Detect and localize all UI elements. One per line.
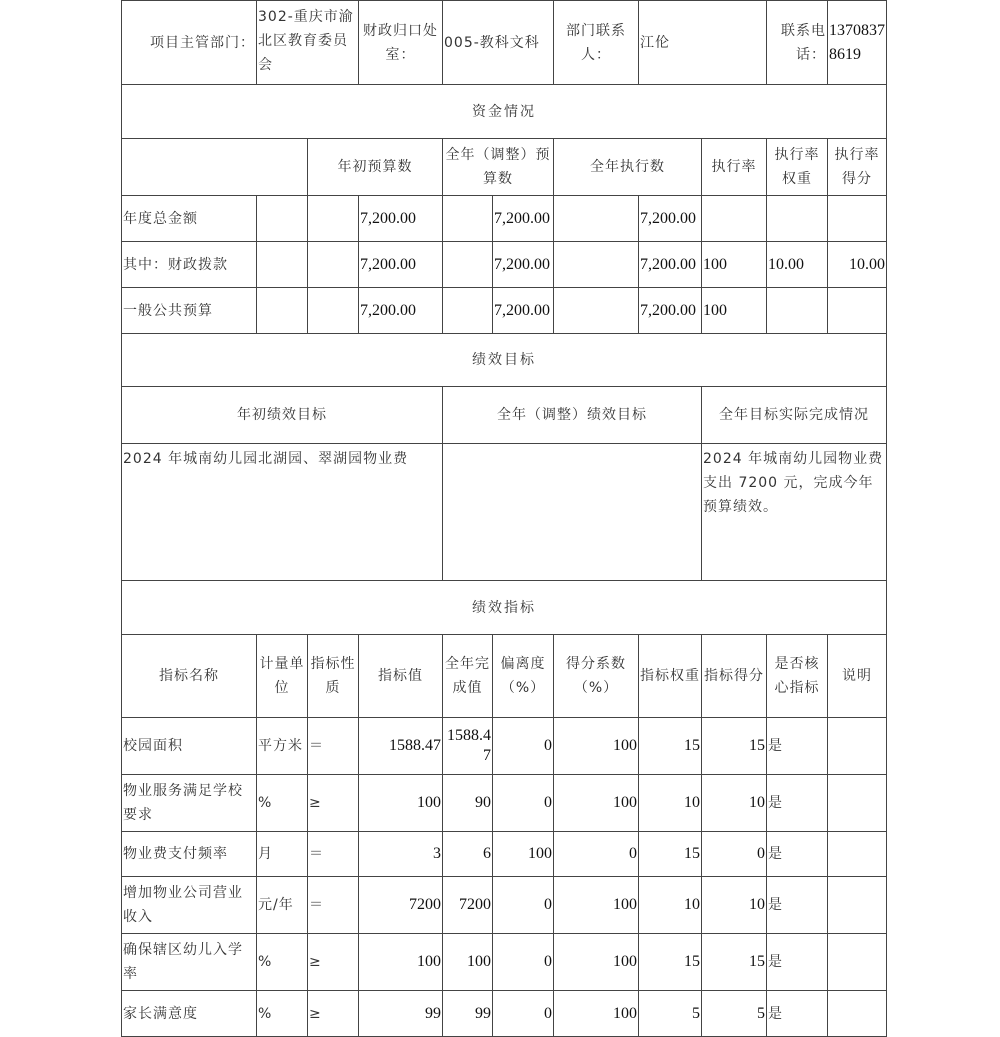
blank-cell xyxy=(257,288,308,334)
ind-score: 5 xyxy=(702,991,767,1037)
contact-label: 部门联系人： xyxy=(554,1,639,85)
ind-deviation: 0 xyxy=(493,775,554,832)
ind-core: 是 xyxy=(767,832,828,877)
funding-row-name: 一般公共预算 xyxy=(122,288,257,334)
ind-name: 增加物业公司营业收入 xyxy=(122,877,257,934)
goals-header-row xyxy=(122,387,887,444)
ind-note xyxy=(828,832,887,877)
ind-nature: ＝ xyxy=(308,877,359,934)
ind-col-actual: 全年完成值 xyxy=(443,635,493,718)
ind-col-note: 说明 xyxy=(828,635,887,718)
ind-core: 是 xyxy=(767,718,828,775)
ind-coef: 100 xyxy=(554,718,639,775)
ind-coef: 100 xyxy=(554,934,639,991)
phone-value: 13708378619 xyxy=(828,1,887,85)
ind-actual: 1588.47 xyxy=(443,718,493,775)
funding-weight xyxy=(767,196,828,242)
ind-unit: % xyxy=(257,934,308,991)
ind-core: 是 xyxy=(767,934,828,991)
funding-weight: 10.00 xyxy=(767,242,828,288)
ind-actual: 90 xyxy=(443,775,493,832)
ind-name: 确保辖区幼儿入学率 xyxy=(122,934,257,991)
ind-deviation: 0 xyxy=(493,718,554,775)
ind-col-score: 指标得分 xyxy=(702,635,767,718)
ind-note xyxy=(828,877,887,934)
ind-score: 10 xyxy=(702,877,767,934)
office-label: 财政归口处室： xyxy=(359,1,443,85)
ind-target: 99 xyxy=(359,991,443,1037)
funding-score: 10.00 xyxy=(828,242,887,288)
ind-deviation: 0 xyxy=(493,877,554,934)
funding-score xyxy=(828,196,887,242)
ind-note xyxy=(828,934,887,991)
goals-section-title: 绩效目标 xyxy=(122,334,887,387)
ind-weight: 15 xyxy=(639,934,702,991)
blank-cell xyxy=(308,288,359,334)
goals-initial-text: 2024 年城南幼儿园北湖园、翠湖园物业费 xyxy=(122,444,443,581)
ind-col-core: 是否核心指标 xyxy=(767,635,828,718)
blank-cell xyxy=(554,288,639,334)
ind-nature: ≥ xyxy=(308,934,359,991)
funding-row xyxy=(122,288,887,334)
ind-target: 3 xyxy=(359,832,443,877)
ind-weight: 5 xyxy=(639,991,702,1037)
funding-executed: 7,200.00 xyxy=(639,242,702,288)
performance-table xyxy=(121,0,887,1037)
ind-col-nature: 指标性质 xyxy=(308,635,359,718)
ind-target: 100 xyxy=(359,775,443,832)
blank-cell xyxy=(257,196,308,242)
blank-cell xyxy=(257,242,308,288)
funding-initial: 7,200.00 xyxy=(359,288,443,334)
ind-weight: 10 xyxy=(639,877,702,934)
funding-rate: 100 xyxy=(702,242,767,288)
indicator-row xyxy=(122,775,887,832)
funding-row-name: 年度总金额 xyxy=(122,196,257,242)
phone-label: 联系电话： xyxy=(767,1,828,85)
funding-rate: 100 xyxy=(702,288,767,334)
funding-executed: 7,200.00 xyxy=(639,196,702,242)
ind-score: 0 xyxy=(702,832,767,877)
contact-value: 江伦 xyxy=(639,1,767,85)
ind-unit: 月 xyxy=(257,832,308,877)
dept-label: 项目主管部门： xyxy=(122,1,257,85)
funding-weight xyxy=(767,288,828,334)
goals-col-adjusted: 全年（调整）绩效目标 xyxy=(443,387,702,444)
blank-cell xyxy=(308,242,359,288)
ind-col-target: 指标值 xyxy=(359,635,443,718)
office-value: 005-教科文科 xyxy=(443,1,554,85)
dept-value: 302-重庆市渝北区教育委员会 xyxy=(257,1,359,85)
ind-unit: 平方米 xyxy=(257,718,308,775)
funding-adjusted: 7,200.00 xyxy=(493,196,554,242)
funding-section-title: 资金情况 xyxy=(122,85,887,139)
ind-name: 物业费支付频率 xyxy=(122,832,257,877)
ind-name: 物业服务满足学校要求 xyxy=(122,775,257,832)
ind-score: 10 xyxy=(702,775,767,832)
indicator-row xyxy=(122,718,887,775)
ind-actual: 7200 xyxy=(443,877,493,934)
ind-target: 100 xyxy=(359,934,443,991)
funding-header-row xyxy=(122,139,887,196)
goals-content-row xyxy=(122,444,887,581)
indicators-section-title: 绩效指标 xyxy=(122,581,887,635)
funding-row-name: 其中：财政拨款 xyxy=(122,242,257,288)
ind-deviation: 100 xyxy=(493,832,554,877)
ind-unit: 元/年 xyxy=(257,877,308,934)
ind-name: 校园面积 xyxy=(122,718,257,775)
blank-cell xyxy=(443,196,493,242)
blank-cell xyxy=(443,242,493,288)
funding-header-blank xyxy=(122,139,308,196)
ind-actual: 99 xyxy=(443,991,493,1037)
funding-col-rate: 执行率 xyxy=(702,139,767,196)
funding-col-executed: 全年执行数 xyxy=(554,139,702,196)
blank-cell xyxy=(443,288,493,334)
funding-col-score: 执行率得分 xyxy=(828,139,887,196)
indicator-row xyxy=(122,832,887,877)
ind-coef: 100 xyxy=(554,775,639,832)
funding-row xyxy=(122,196,887,242)
funding-initial: 7,200.00 xyxy=(359,196,443,242)
ind-weight: 10 xyxy=(639,775,702,832)
ind-note xyxy=(828,775,887,832)
ind-nature: ＝ xyxy=(308,832,359,877)
ind-coef: 100 xyxy=(554,991,639,1037)
ind-nature: ≥ xyxy=(308,991,359,1037)
ind-col-weight: 指标权重 xyxy=(639,635,702,718)
funding-rate xyxy=(702,196,767,242)
ind-weight: 15 xyxy=(639,718,702,775)
ind-deviation: 0 xyxy=(493,934,554,991)
ind-col-coef: 得分系数（%） xyxy=(554,635,639,718)
ind-unit: % xyxy=(257,991,308,1037)
goals-col-initial: 年初绩效目标 xyxy=(122,387,443,444)
ind-col-unit: 计量单位 xyxy=(257,635,308,718)
funding-initial: 7,200.00 xyxy=(359,242,443,288)
ind-coef: 100 xyxy=(554,877,639,934)
ind-coef: 0 xyxy=(554,832,639,877)
ind-score: 15 xyxy=(702,718,767,775)
goals-adjusted-text xyxy=(443,444,702,581)
ind-deviation: 0 xyxy=(493,991,554,1037)
ind-actual: 6 xyxy=(443,832,493,877)
ind-nature: ＝ xyxy=(308,718,359,775)
ind-target: 7200 xyxy=(359,877,443,934)
ind-target: 1588.47 xyxy=(359,718,443,775)
ind-core: 是 xyxy=(767,991,828,1037)
funding-adjusted: 7,200.00 xyxy=(493,288,554,334)
funding-row xyxy=(122,242,887,288)
header-row xyxy=(122,1,887,85)
indicator-row xyxy=(122,934,887,991)
ind-nature: ≥ xyxy=(308,775,359,832)
ind-core: 是 xyxy=(767,775,828,832)
ind-unit: % xyxy=(257,775,308,832)
indicators-header-row xyxy=(122,635,887,718)
goals-actual-text: 2024 年城南幼儿园物业费支出 7200 元，完成今年预算绩效。 xyxy=(702,444,887,581)
funding-score xyxy=(828,288,887,334)
funding-col-initial: 年初预算数 xyxy=(308,139,443,196)
ind-actual: 100 xyxy=(443,934,493,991)
ind-weight: 15 xyxy=(639,832,702,877)
indicator-row xyxy=(122,877,887,934)
ind-col-deviation: 偏离度（%） xyxy=(493,635,554,718)
ind-name: 家长满意度 xyxy=(122,991,257,1037)
ind-core: 是 xyxy=(767,877,828,934)
funding-executed: 7,200.00 xyxy=(639,288,702,334)
ind-score: 15 xyxy=(702,934,767,991)
indicator-row xyxy=(122,991,887,1037)
goals-col-actual: 全年目标实际完成情况 xyxy=(702,387,887,444)
ind-note xyxy=(828,991,887,1037)
funding-col-adjusted: 全年（调整）预算数 xyxy=(443,139,554,196)
ind-note xyxy=(828,718,887,775)
blank-cell xyxy=(554,242,639,288)
funding-col-weight: 执行率权重 xyxy=(767,139,828,196)
blank-cell xyxy=(308,196,359,242)
ind-col-name: 指标名称 xyxy=(122,635,257,718)
blank-cell xyxy=(554,196,639,242)
funding-adjusted: 7,200.00 xyxy=(493,242,554,288)
